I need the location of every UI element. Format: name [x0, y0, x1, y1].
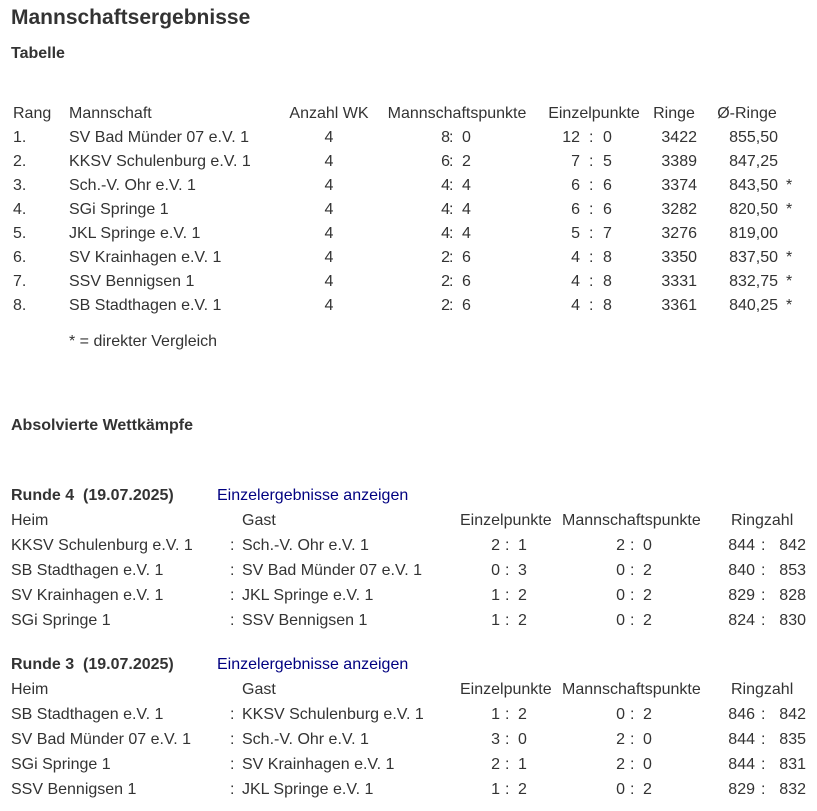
einzelpunkte-minus: 5 — [603, 153, 612, 170]
direct-comparison-mark: * — [786, 177, 793, 194]
away-team: SV Krainhagen e.V. 1 — [242, 756, 395, 773]
team-separator: : — [230, 706, 235, 723]
avg-ringe: 837,50 — [729, 249, 778, 266]
einzelpunkte-minus: 6 — [603, 177, 612, 194]
score-separator: : — [505, 781, 510, 798]
avg-ringe: 819,00 — [729, 225, 778, 242]
col-header-einzelpunkte: Einzelpunkte — [548, 105, 640, 122]
score-separator: : — [505, 731, 510, 748]
ringzahl-away: 828 — [779, 587, 806, 604]
team-separator: : — [230, 781, 235, 798]
away-team: SV Bad Münder 07 e.V. 1 — [242, 562, 422, 579]
einzelpunkte-minus: 0 — [603, 129, 612, 146]
col-header-ringzahl: Ringzahl — [731, 512, 794, 529]
team-name: SV Bad Münder 07 e.V. 1 — [69, 129, 249, 146]
home-team: KKSV Schulenburg e.V. 1 — [11, 537, 193, 554]
score-separator: : — [449, 249, 454, 266]
score-separator: : — [505, 612, 510, 629]
einzelpunkte-minus: 8 — [603, 249, 612, 266]
rank: 1. — [13, 129, 27, 146]
einzelpunkte-home: 1 — [491, 781, 500, 798]
einzelpunkte-home: 1 — [491, 587, 500, 604]
direct-comparison-mark: * — [786, 297, 793, 314]
rank: 5. — [13, 225, 27, 242]
score-separator: : — [630, 562, 635, 579]
score-separator: : — [449, 225, 454, 242]
score-separator: : — [505, 706, 510, 723]
direct-comparison-mark: * — [786, 201, 793, 218]
team-name: KKSV Schulenburg e.V. 1 — [69, 153, 251, 170]
score-separator: : — [589, 297, 594, 314]
score-separator: : — [761, 706, 766, 723]
mannschaftspunkte-away: 0 — [643, 756, 652, 773]
mannschaftspunkte-plus: 6 — [441, 153, 450, 170]
mannschaftspunkte-away: 2 — [643, 612, 652, 629]
away-team: Sch.-V. Ohr e.V. 1 — [242, 731, 369, 748]
einzelpunkte-plus: 5 — [571, 225, 580, 242]
einzelpunkte-away: 3 — [518, 562, 527, 579]
page-title: Mannschaftsergebnisse — [11, 6, 251, 29]
einzelpunkte-away: 1 — [518, 756, 527, 773]
anzahl-wk: 4 — [324, 249, 334, 266]
einzelpunkte-minus: 6 — [603, 201, 612, 218]
ringzahl-home: 829 — [728, 587, 755, 604]
ringe: 3276 — [661, 225, 697, 242]
einzelpunkte-home: 2 — [491, 756, 500, 773]
score-separator: : — [505, 756, 510, 773]
einzelergebnisse-link[interactable]: Einzelergebnisse anzeigen — [217, 487, 409, 504]
mannschaftspunkte-minus: 6 — [462, 273, 471, 290]
ringzahl-away: 831 — [779, 756, 806, 773]
col-header-einzelpunkte: Einzelpunkte — [460, 681, 552, 698]
mannschaftspunkte-home: 2 — [616, 731, 625, 748]
team-separator: : — [230, 587, 235, 604]
rank: 6. — [13, 249, 27, 266]
col-header-ringzahl: Ringzahl — [731, 681, 794, 698]
footnote: * = direkter Vergleich — [69, 333, 218, 350]
col-header-heim: Heim — [11, 512, 49, 529]
anzahl-wk: 4 — [324, 201, 334, 218]
score-separator: : — [630, 781, 635, 798]
einzelpunkte-away: 1 — [518, 537, 527, 554]
score-separator: : — [449, 153, 454, 170]
mannschaftspunkte-plus: 4 — [441, 201, 450, 218]
home-team: SV Bad Münder 07 e.V. 1 — [11, 731, 191, 748]
away-team: JKL Springe e.V. 1 — [242, 587, 374, 604]
score-separator: : — [761, 756, 766, 773]
mannschaftspunkte-plus: 8 — [441, 129, 450, 146]
ringzahl-home: 824 — [728, 612, 755, 629]
avg-ringe: 840,25 — [729, 297, 778, 314]
score-separator: : — [630, 756, 635, 773]
anzahl-wk: 4 — [324, 297, 334, 314]
anzahl-wk: 4 — [324, 225, 334, 242]
col-header-gast: Gast — [242, 681, 276, 698]
team-separator: : — [230, 562, 235, 579]
away-team: KKSV Schulenburg e.V. 1 — [242, 706, 424, 723]
mannschaftspunkte-home: 0 — [616, 706, 625, 723]
score-separator: : — [761, 731, 766, 748]
einzelpunkte-minus: 7 — [603, 225, 612, 242]
mannschaftspunkte-home: 2 — [616, 537, 625, 554]
col-header-heim: Heim — [11, 681, 49, 698]
einzelpunkte-minus: 8 — [603, 273, 612, 290]
mannschaftspunkte-plus: 4 — [441, 225, 450, 242]
einzelpunkte-away: 2 — [518, 706, 527, 723]
einzelpunkte-home: 2 — [491, 537, 500, 554]
section-title-matches: Absolvierte Wettkämpfe — [11, 417, 193, 434]
mannschaftspunkte-minus: 6 — [462, 249, 471, 266]
einzelpunkte-away: 2 — [518, 587, 527, 604]
einzelpunkte-home: 1 — [491, 612, 500, 629]
ringe: 3361 — [661, 297, 697, 314]
score-separator: : — [761, 537, 766, 554]
team-separator: : — [230, 537, 235, 554]
ringzahl-away: 842 — [779, 537, 806, 554]
team-name: Sch.-V. Ohr e.V. 1 — [69, 177, 196, 194]
ringzahl-home: 844 — [728, 756, 755, 773]
direct-comparison-mark: * — [786, 249, 793, 266]
mannschaftspunkte-away: 2 — [643, 587, 652, 604]
home-team: SB Stadthagen e.V. 1 — [11, 562, 164, 579]
einzelpunkte-plus: 4 — [571, 297, 580, 314]
mannschaftspunkte-plus: 4 — [441, 177, 450, 194]
rank: 7. — [13, 273, 27, 290]
score-separator: : — [630, 587, 635, 604]
mannschaftspunkte-away: 0 — [643, 731, 652, 748]
score-separator: : — [761, 562, 766, 579]
einzelpunkte-plus: 7 — [571, 153, 580, 170]
home-team: SB Stadthagen e.V. 1 — [11, 706, 164, 723]
score-separator: : — [449, 297, 454, 314]
einzelpunkte-plus: 6 — [571, 201, 580, 218]
home-team: SV Krainhagen e.V. 1 — [11, 587, 164, 604]
mannschaftspunkte-home: 0 — [616, 612, 625, 629]
einzelpunkte-home: 3 — [491, 731, 500, 748]
einzelpunkte-plus: 4 — [571, 273, 580, 290]
mannschaftspunkte-minus: 4 — [462, 201, 471, 218]
score-separator: : — [589, 273, 594, 290]
ringe: 3282 — [661, 201, 697, 218]
mannschaftspunkte-away: 2 — [643, 706, 652, 723]
col-header-avg-ringe: Ø-Ringe — [717, 105, 777, 122]
section-title-table: Tabelle — [11, 45, 65, 62]
col-header-gast: Gast — [242, 512, 276, 529]
rank: 2. — [13, 153, 27, 170]
mannschaftspunkte-plus: 2 — [441, 249, 450, 266]
einzelpunkte-home: 0 — [491, 562, 500, 579]
mannschaftspunkte-home: 2 — [616, 756, 625, 773]
team-name: SGi Springe 1 — [69, 201, 169, 218]
score-separator: : — [761, 587, 766, 604]
score-separator: : — [761, 612, 766, 629]
home-team: SGi Springe 1 — [11, 756, 111, 773]
avg-ringe: 832,75 — [729, 273, 778, 290]
mannschaftspunkte-minus: 2 — [462, 153, 471, 170]
einzelpunkte-plus: 4 — [571, 249, 580, 266]
score-separator: : — [589, 249, 594, 266]
ringe: 3422 — [661, 129, 697, 146]
score-separator: : — [761, 781, 766, 798]
anzahl-wk: 4 — [324, 273, 334, 290]
team-name: SB Stadthagen e.V. 1 — [69, 297, 222, 314]
einzelpunkte-home: 1 — [491, 706, 500, 723]
score-separator: : — [630, 537, 635, 554]
ringzahl-home: 829 — [728, 781, 755, 798]
score-separator: : — [630, 612, 635, 629]
score-separator: : — [505, 587, 510, 604]
mannschaftspunkte-plus: 2 — [441, 297, 450, 314]
avg-ringe: 847,25 — [729, 153, 778, 170]
einzelpunkte-away: 2 — [518, 781, 527, 798]
col-header-einzelpunkte: Einzelpunkte — [460, 512, 552, 529]
mannschaftspunkte-minus: 4 — [462, 177, 471, 194]
away-team: Sch.-V. Ohr e.V. 1 — [242, 537, 369, 554]
ringe: 3389 — [661, 153, 697, 170]
score-separator: : — [630, 706, 635, 723]
einzelpunkte-plus: 12 — [562, 129, 580, 146]
col-header-mannschaft: Mannschaft — [69, 105, 152, 122]
mannschaftspunkte-minus: 6 — [462, 297, 471, 314]
col-header-mannschaftspunkte: Mannschaftspunkte — [387, 105, 527, 122]
team-separator: : — [230, 731, 235, 748]
round-title: Runde 4 (19.07.2025) — [11, 487, 174, 504]
team-separator: : — [230, 612, 235, 629]
einzelpunkte-away: 2 — [518, 612, 527, 629]
ringzahl-away: 842 — [779, 706, 806, 723]
einzelpunkte-plus: 6 — [571, 177, 580, 194]
score-separator: : — [449, 273, 454, 290]
mannschaftspunkte-away: 2 — [643, 562, 652, 579]
ringzahl-home: 844 — [728, 537, 755, 554]
ringzahl-home: 844 — [728, 731, 755, 748]
anzahl-wk: 4 — [324, 129, 334, 146]
mannschaftspunkte-home: 0 — [616, 781, 625, 798]
einzelpunkte-away: 0 — [518, 731, 527, 748]
score-separator: : — [589, 225, 594, 242]
score-separator: : — [630, 731, 635, 748]
score-separator: : — [589, 177, 594, 194]
ringzahl-away: 853 — [779, 562, 806, 579]
mannschaftspunkte-plus: 2 — [441, 273, 450, 290]
rank: 4. — [13, 201, 27, 218]
team-name: SSV Bennigsen 1 — [69, 273, 195, 290]
ringzahl-home: 840 — [728, 562, 755, 579]
avg-ringe: 820,50 — [729, 201, 778, 218]
score-separator: : — [449, 129, 454, 146]
einzelergebnisse-link[interactable]: Einzelergebnisse anzeigen — [217, 656, 409, 673]
home-team: SGi Springe 1 — [11, 612, 111, 629]
anzahl-wk: 4 — [324, 177, 334, 194]
mannschaftspunkte-away: 0 — [643, 537, 652, 554]
col-header-mannschaftspunkte: Mannschaftspunkte — [562, 512, 701, 529]
avg-ringe: 855,50 — [729, 129, 778, 146]
ringe: 3350 — [661, 249, 697, 266]
mannschaftspunkte-minus: 0 — [462, 129, 471, 146]
score-separator: : — [449, 177, 454, 194]
round-title: Runde 3 (19.07.2025) — [11, 656, 174, 673]
rank: 8. — [13, 297, 27, 314]
score-separator: : — [589, 153, 594, 170]
anzahl-wk: 4 — [324, 153, 334, 170]
ringzahl-away: 832 — [779, 781, 806, 798]
direct-comparison-mark: * — [786, 273, 793, 290]
ringzahl-home: 846 — [728, 706, 755, 723]
ringzahl-away: 835 — [779, 731, 806, 748]
score-separator: : — [449, 201, 454, 218]
mannschaftspunkte-home: 0 — [616, 562, 625, 579]
avg-ringe: 843,50 — [729, 177, 778, 194]
away-team: SSV Bennigsen 1 — [242, 612, 368, 629]
col-header-mannschaftspunkte: Mannschaftspunkte — [562, 681, 701, 698]
score-separator: : — [589, 129, 594, 146]
einzelpunkte-minus: 8 — [603, 297, 612, 314]
mannschaftspunkte-away: 2 — [643, 781, 652, 798]
team-name: SV Krainhagen e.V. 1 — [69, 249, 222, 266]
col-header-ringe: Ringe — [653, 105, 695, 122]
ringe: 3331 — [661, 273, 697, 290]
rank: 3. — [13, 177, 27, 194]
col-header-anzahl-wk: Anzahl WK — [289, 105, 369, 122]
ringzahl-away: 830 — [779, 612, 806, 629]
score-separator: : — [505, 562, 510, 579]
team-separator: : — [230, 756, 235, 773]
ringe: 3374 — [661, 177, 697, 194]
score-separator: : — [505, 537, 510, 554]
mannschaftspunkte-home: 0 — [616, 587, 625, 604]
team-name: JKL Springe e.V. 1 — [69, 225, 201, 242]
home-team: SSV Bennigsen 1 — [11, 781, 137, 798]
away-team: JKL Springe e.V. 1 — [242, 781, 374, 798]
col-header-rang: Rang — [13, 105, 52, 122]
score-separator: : — [589, 201, 594, 218]
mannschaftspunkte-minus: 4 — [462, 225, 471, 242]
